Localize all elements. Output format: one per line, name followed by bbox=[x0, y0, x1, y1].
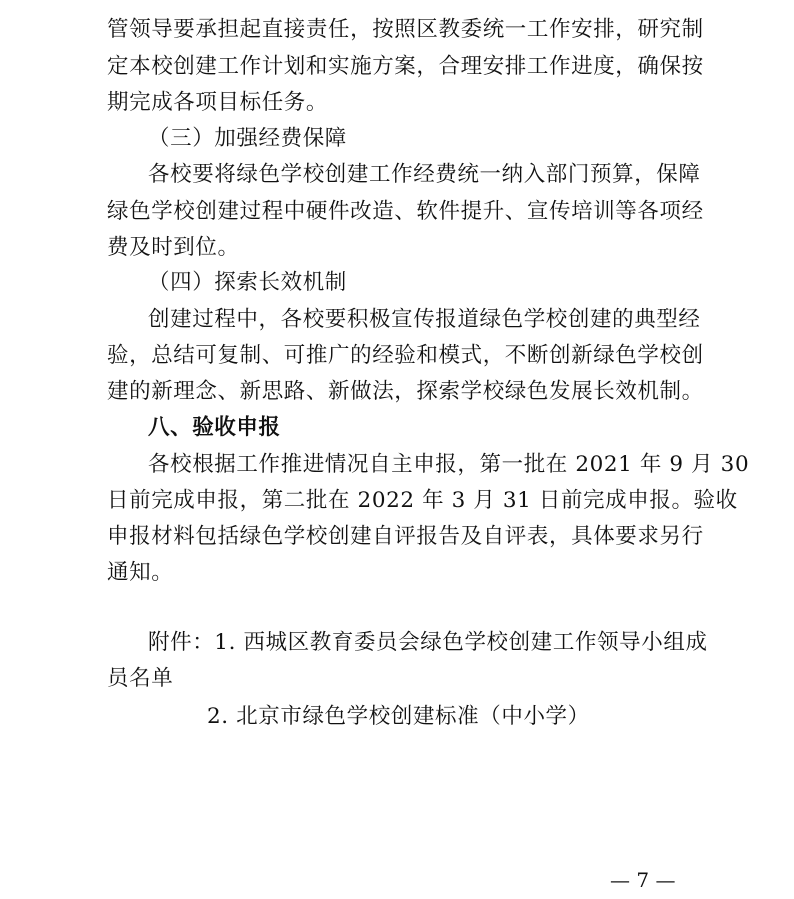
attachment-line: 员名单 bbox=[107, 666, 174, 691]
body-text-line: 验，总结可复制、可推广的经验和模式，不断创新绿色学校创 bbox=[107, 343, 704, 368]
body-text-line: 定本校创建工作计划和实施方案，合理安排工作进度，确保按 bbox=[107, 54, 704, 79]
body-text-line: 费及时到位。 bbox=[107, 235, 240, 260]
body-text-line: 创建过程中，各校要积极宣传报道绿色学校创建的典型经 bbox=[148, 307, 701, 332]
body-text-line: 各校根据工作推进情况自主申报，第一批在 2021 年 9 月 30 bbox=[148, 452, 750, 477]
attachment-line: 2. 北京市绿色学校创建标准（中小学） bbox=[207, 704, 590, 729]
body-text-line: 日前完成申报，第二批在 2022 年 3 月 31 日前完成申报。验收 bbox=[107, 488, 738, 513]
body-text-line: 各校要将绿色学校创建工作经费统一纳入部门预算，保障 bbox=[148, 162, 701, 187]
body-text-line: 通知。 bbox=[107, 560, 174, 585]
section-subheading: （四）探索长效机制 bbox=[148, 270, 347, 295]
body-text-line: 管领导要承担起直接责任，按照区教委统一工作安排，研究制 bbox=[107, 17, 704, 42]
body-text-line: 申报材料包括绿色学校创建自评报告及自评表，具体要求另行 bbox=[107, 524, 704, 549]
section-heading: 八、验收申报 bbox=[148, 415, 281, 440]
body-text-line: 建的新理念、新思路、新做法，探索学校绿色发展长效机制。 bbox=[107, 379, 704, 404]
section-subheading: （三）加强经费保障 bbox=[148, 126, 347, 151]
body-text-line: 绿色学校创建过程中硬件改造、软件提升、宣传培训等各项经 bbox=[107, 199, 704, 224]
attachment-line: 附件：1. 西城区教育委员会绿色学校创建工作领导小组成 bbox=[148, 630, 708, 655]
page-number: — 7 — bbox=[610, 868, 676, 892]
body-text-line: 期完成各项目标任务。 bbox=[107, 90, 329, 115]
